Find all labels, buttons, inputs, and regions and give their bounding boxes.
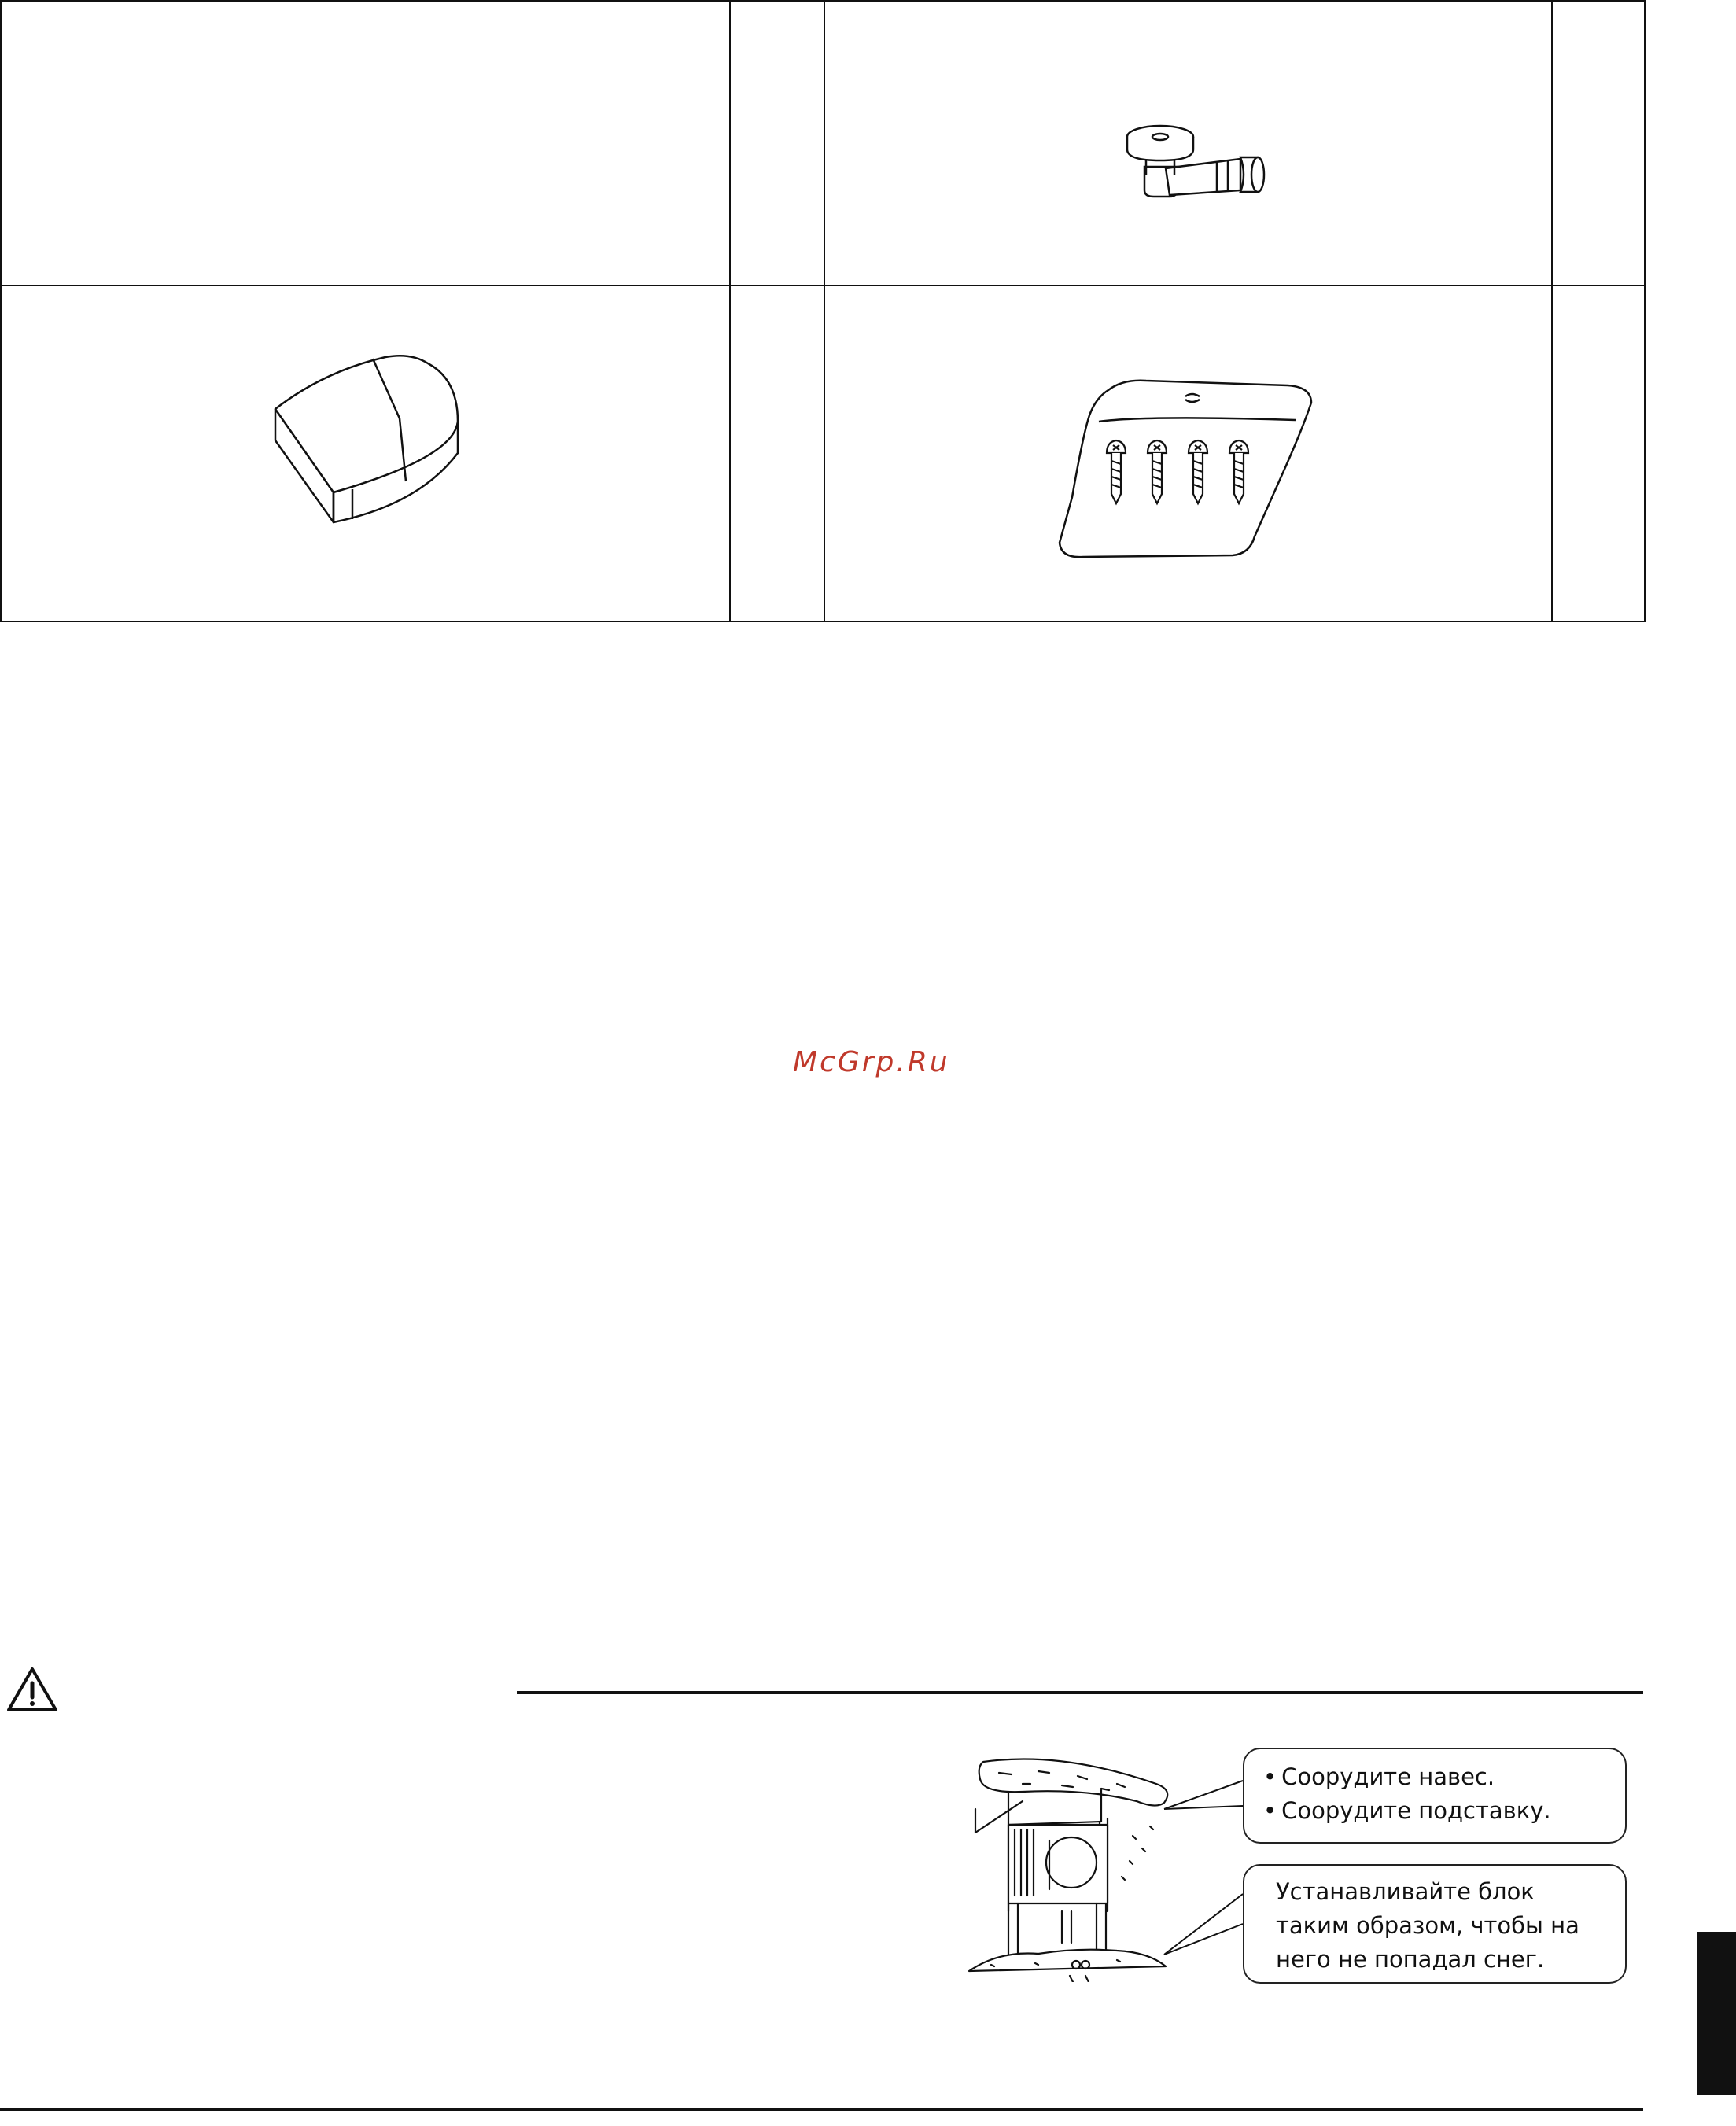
callout-item-stand: • Соорудите подставку. (1263, 1794, 1606, 1828)
parts-table (0, 0, 1646, 622)
drain-elbow-icon (1122, 112, 1280, 198)
screw-card-icon (1052, 379, 1319, 564)
table-divider (729, 2, 731, 621)
warning-triangle-icon (6, 1666, 58, 1713)
edge-tab (1697, 1932, 1736, 2095)
table-cell-elbow (824, 2, 1551, 285)
watermark: McGrp.Ru (793, 1046, 950, 1078)
pad-icon (261, 340, 466, 529)
table-divider (1551, 2, 1553, 621)
table-cell-pad (2, 285, 729, 624)
callout-item-canopy: • Соорудите навес. (1263, 1760, 1606, 1794)
section-rule-bottom (0, 2108, 1643, 2111)
table-cell (2, 2, 729, 285)
callout-install: Устанавливайте блок таким образом, чтобы на него не попадал снег. (1243, 1864, 1627, 1984)
callout-shelter (1243, 1748, 1627, 1844)
table-cell-screws (824, 285, 1551, 624)
callout-leaders (1148, 1762, 1251, 1974)
section-rule (517, 1691, 1643, 1694)
